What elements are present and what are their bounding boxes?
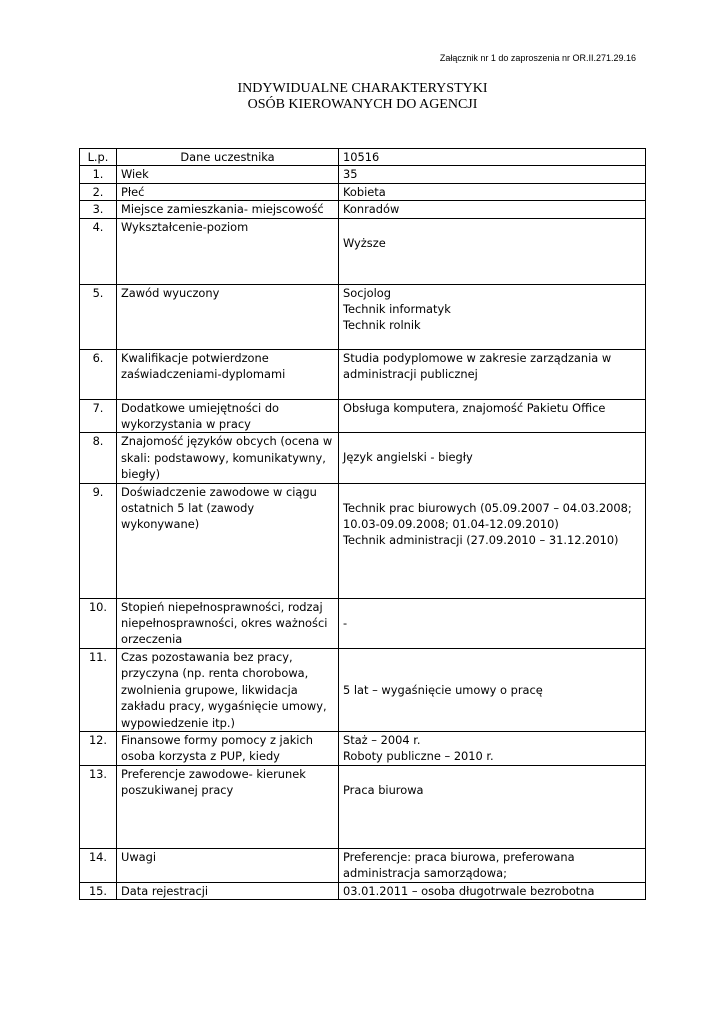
row-value: Preferencje: praca biurowa, preferowana administracja samorządowa; (339, 848, 646, 882)
row-value: 03.01.2011 – osoba długotrwale bezrobotna (339, 882, 646, 899)
row-label: Zawód wyuczony (117, 284, 339, 349)
table-row (80, 284, 646, 349)
row-value (339, 218, 646, 284)
value-line: Roboty publiczne – 2010 r. (343, 749, 494, 764)
table-row (80, 166, 646, 183)
table-row (80, 648, 646, 731)
row-value (339, 731, 646, 765)
row-value (339, 598, 646, 648)
table-row (80, 183, 646, 200)
row-number: 4. (80, 218, 117, 284)
table-row (80, 201, 646, 218)
row-label: Stopień niepełnosprawności, rodzaj niepełnosprawności, okres ważności orzeczenia (117, 598, 339, 648)
row-label: Uwagi (117, 848, 339, 882)
row-value-text: Język angielski - biegły (343, 450, 473, 465)
row-number: 8. (80, 433, 117, 483)
table-header-row (80, 149, 646, 166)
row-number: 12. (80, 731, 117, 765)
table-row (80, 765, 646, 848)
value-line: Staż – 2004 r. (343, 732, 421, 747)
row-value: 35 (339, 166, 646, 183)
document-title (0, 81, 725, 113)
header-id: 10516 (339, 149, 646, 166)
row-value-text: Praca biurowa (343, 782, 424, 797)
row-number: 7. (80, 399, 117, 433)
table-row (80, 483, 646, 598)
header-lp: L.p. (80, 149, 117, 166)
row-number: 14. (80, 848, 117, 882)
value-line: Technik administracji (27.09.2010 – 31.12.2010) (343, 533, 619, 548)
table-row (80, 882, 646, 899)
title-line-1: INDYWIDUALNE CHARAKTERYSTYKI (237, 81, 488, 96)
row-value-text: Wyższe (343, 235, 386, 250)
row-value-text: - (343, 615, 348, 630)
row-number: 3. (80, 201, 117, 218)
table-row (80, 598, 646, 648)
row-label: Znajomość języków obcych (ocena w skali: podstawowy, komunikatywny, biegły) (117, 433, 339, 483)
row-number: 13. (80, 765, 117, 848)
annex-reference: Załącznik nr 1 do zaproszenia nr OR.II.271.29.16 (439, 53, 636, 63)
table-row (80, 731, 646, 765)
row-label: Wykształcenie-poziom (117, 218, 339, 284)
row-label: Doświadczenie zawodowe w ciągu ostatnich 5 lat (zawody wykonywane) (117, 483, 339, 598)
row-number: 2. (80, 183, 117, 200)
table-row (80, 433, 646, 483)
value-line: Technik prac biurowych (05.09.2007 – 04.03.2008; 10.03-09.09.2008; 01.04-12.09.2010) (343, 500, 632, 532)
row-label: Data rejestracji (117, 882, 339, 899)
row-label: Płeć (117, 183, 339, 200)
row-number: 11. (80, 648, 117, 731)
row-label: Dodatkowe umiejętności do wykorzystania w pracy (117, 399, 339, 433)
table-row (80, 399, 646, 433)
table-row (80, 848, 646, 882)
row-value (339, 483, 646, 598)
row-number: 1. (80, 166, 117, 183)
table-row (80, 218, 646, 284)
row-value: Konradów (339, 201, 646, 218)
row-label: Kwalifikacje potwierdzone zaświadczeniami-dyplomami (117, 349, 339, 399)
row-label: Finansowe formy pomocy z jakich osoba korzysta z PUP, kiedy (117, 731, 339, 765)
value-line: Technik rolnik (343, 318, 421, 333)
row-label: Preferencje zawodowe- kierunek poszukiwanej pracy (117, 765, 339, 848)
participant-table (79, 148, 646, 900)
row-value-text: 5 lat – wygaśnięcie umowy o pracę (343, 682, 543, 697)
title-line-2: OSÓB KIEROWANYCH DO AGENCJI (247, 97, 478, 112)
row-number: 5. (80, 284, 117, 349)
row-number: 9. (80, 483, 117, 598)
table-row (80, 349, 646, 399)
row-value (339, 433, 646, 483)
row-label: Wiek (117, 166, 339, 183)
row-number: 10. (80, 598, 117, 648)
header-label: Dane uczestnika (117, 149, 339, 166)
row-label: Miejsce zamieszkania- miejscowość (117, 201, 339, 218)
row-label: Czas pozostawania bez pracy, przyczyna (np. renta chorobowa, zwolnienia grupowe, likwidacja zakładu pracy, wygaśnięcie umowy, wypowiedzenie itp.) (117, 648, 339, 731)
value-line: Socjolog (343, 285, 391, 300)
row-value: Studia podyplomowe w zakresie zarządzania w administracji publicznej (339, 349, 646, 399)
row-number: 15. (80, 882, 117, 899)
row-value (339, 648, 646, 731)
row-value: Kobieta (339, 183, 646, 200)
row-value (339, 765, 646, 848)
row-number: 6. (80, 349, 117, 399)
row-value: Obsługa komputera, znajomość Pakietu Office (339, 399, 646, 433)
row-value (339, 284, 646, 349)
value-line: Technik informatyk (343, 302, 451, 317)
